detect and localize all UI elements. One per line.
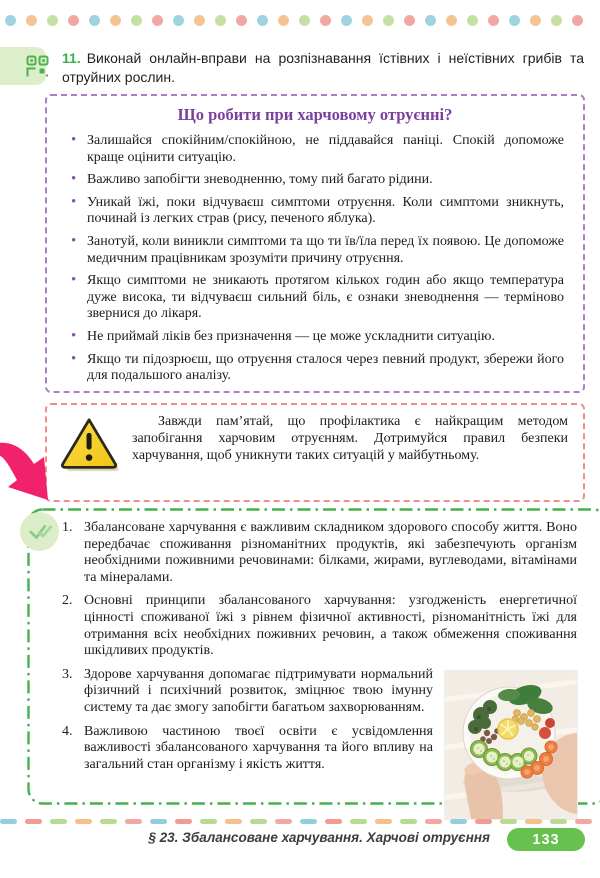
warning-text: Завжди пам’ятай, що профілактика є найкращим методом запобігання харчовим отруєнням. Дотримуйся правил безпеки харчування, щоб уникнути таких ситуацій у майбутньому. [132,414,568,463]
list-item [61,593,577,659]
task-number: 11. [62,50,81,66]
double-check-icon [29,523,53,541]
bullet-item: • Не приймай ліків без призначення — це може ускладнити ситуацію. [66,329,564,346]
summary-list [61,520,577,819]
item-number: 2. [62,593,73,609]
checkmark-badge [20,512,59,551]
task-11 [62,49,584,87]
online-exercise-tab[interactable] [0,47,46,85]
item-text: Здорове харчування допомагає підтримувати нормальний фізичний і психічний розвиток, зміцнює твою імунну систему та дає змогу запобігти багатьом захворюванням. [84,666,433,715]
curved-arrow-icon [0,440,54,506]
list-item [61,667,577,717]
warning-icon [60,414,132,492]
item-number: 4. [62,723,73,739]
bullet-item: • Якщо симптоми не зникають протягом кількох годин або якщо температура дуже висока, ти відчуваєш сильний біль, є ознаки зневоднення — терміново звернися до лікаря. [66,273,564,323]
page-number: 133 [532,831,560,848]
item-number: 3. [62,666,73,682]
bullet-item: • Якщо ти підозрюєш, що отруєння сталося через певний продукт, збережи його для подальшого аналізу. [66,352,564,385]
bullet-item: • Залишайся спокійним/спокійною, не піддавайся паніці. Спокій допоможе краще оцінити ситуацію. [66,133,564,166]
top-dots-border [5,15,599,27]
item-text: Збалансоване харчування є важливим складником здорового способу життя. Воно передбачає споживання різноманітних продуктів, які забезпечують організм необхідними поживними речовинами: білками, жирами, вуглеводами, вітамінами та мінералами. [84,520,577,585]
item-text: Основні принципи збалансованого харчування: узгодженість енергетичної цінності споживаної їжі з рівнем фізичної активності, різноманітність їжі для отримання всіх необхідних поживних речовин, а також обмеження споживання шкідливих продуктів. [84,593,577,659]
list-item [61,724,577,774]
box-title: Що робити при харчовому отруєнні? [177,105,453,124]
bottom-dashes-border [0,819,600,824]
page-number-badge [507,828,585,851]
prevention-warning-box [45,403,585,502]
food-poisoning-box [45,94,585,393]
bullet-item: • Важливо запобігти зневодненню, тому пий багато рідини. [66,172,564,189]
footer-section-title: § 23. Збалансоване харчування. Харчові отруєння [148,830,490,845]
poisoning-bullet-list [66,133,564,385]
task-text: Виконай онлайн-вправи на розпізнавання їстівних і неїстівних грибів та отруйних рослин. [62,50,584,85]
item-text: Важливою частиною твоєї освіти є усвідомлення важливості збалансованого харчування та його впливу на загальний стан організму і якість життя. [84,723,433,772]
qr-code-icon [26,55,49,78]
bullet-item: • Уникай їжі, поки відчуваєш симптоми отруєння. Коли симптоми зникнуть, починай із легких страв (рису, печеного яблука). [66,195,564,228]
summary-box [27,508,600,805]
list-item [61,520,577,586]
item-number: 1. [62,520,73,535]
bullet-item: • Занотуй, коли виникли симптоми та що ти їв/їла перед їх появою. Це допоможе медичним працівникам зрозуміти причину отруєння. [66,234,564,267]
